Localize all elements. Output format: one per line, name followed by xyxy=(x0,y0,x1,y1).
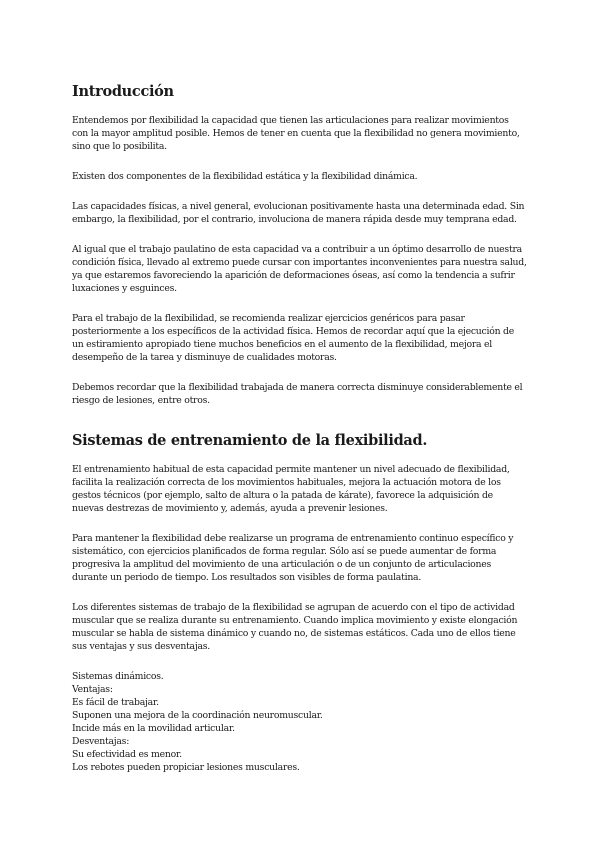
intro-paragraph-2: Existen dos componentes de la flexibilidad estática y la flexibilidad dinámica. xyxy=(72,171,418,182)
intro-paragraph-3: Las capacidades físicas, a nivel general, evolucionan positivamente hasta una determinada edad. Sin embargo, la flexibilidad, por el contrario, involuciona de manera rápida desde muy temprana edad. xyxy=(72,201,525,225)
list-item: Es fácil de trabajar. xyxy=(72,697,159,708)
list-item: Los rebotes pueden propiciar lesiones musculares. xyxy=(72,762,300,773)
sistemas-paragraph-3: Los diferentes sistemas de trabajo de la flexibilidad se agrupan de acuerdo con el tipo de actividad muscular que se realiza durante su entrenamiento. Cuando implica movimiento y existe elongación muscular se habla de sistema dinámico y cuando no, de sistemas estáticos. Cada uno de ellos tiene sus ventajas y sus desventajas. xyxy=(72,602,518,652)
document-page xyxy=(72,82,527,774)
list-item: Ventajas: xyxy=(72,684,113,695)
section-title-introduccion: Introducción xyxy=(72,83,174,100)
sistemas-paragraph-2: Para mantener la flexibilidad debe realizarse un programa de entrenamiento continuo específico y sistemático, con ejercicios planificados de forma regular. Sólo así se puede aumentar de forma progresiva la amplitud del movimiento de una articulación o de un conjunto de articulaciones durante un periodo de tiempo. Los resultados son visibles de forma paulatina. xyxy=(72,533,514,583)
intro-paragraph-4: Al igual que el trabajo paulatino de esta capacidad va a contribuir a un óptimo desarrollo de nuestra condición física, llevado al extremo puede cursar con importantes inconvenientes para nuestra salud, ya que estaremos favoreciendo la aparición de deformaciones óseas, así como la tendencia a sufrir luxaciones y esguinces. xyxy=(72,244,527,294)
sistemas-list xyxy=(72,670,527,774)
list-item: Sistemas dinámicos. xyxy=(72,671,164,682)
list-item: Su efectividad es menor. xyxy=(72,749,182,760)
intro-paragraph-1: Entendemos por flexibilidad la capacidad que tienen las articulaciones para realizar movimientos con la mayor amplitud posible. Hemos de tener en cuenta que la flexibilidad no genera movimiento, sino que lo posibilita. xyxy=(72,115,520,152)
list-item: Suponen una mejora de la coordinación neuromuscular. xyxy=(72,710,323,721)
intro-paragraph-5: Para el trabajo de la flexibilidad, se recomienda realizar ejercicios genéricos para pasar posteriormente a los específicos de la actividad física. Hemos de recordar aquí que la ejecución de un estiramiento apropiado tiene muchos beneficios en el aumento de la flexibilidad, mejora el desempeño de la tarea y disminuye de cualidades motoras. xyxy=(72,313,514,363)
section-title-sistemas: Sistemas de entrenamiento de la flexibilidad. xyxy=(72,432,428,449)
list-item: Incide más en la movilidad articular. xyxy=(72,723,235,734)
list-item: Desventajas: xyxy=(72,736,130,747)
sistemas-paragraph-1: El entrenamiento habitual de esta capacidad permite mantener un nivel adecuado de flexibilidad, facilita la realización correcta de los movimientos habituales, mejora la actuación motora de los gestos técnicos (por ejemplo, salto de altura o la patada de kárate), favorece la adquisición de nuevas destrezas de movimiento y, además, ayuda a prevenir lesiones. xyxy=(72,464,510,514)
intro-paragraph-6: Debemos recordar que la flexibilidad trabajada de manera correcta disminuye considerablemente el riesgo de lesiones, entre otros. xyxy=(72,382,523,406)
